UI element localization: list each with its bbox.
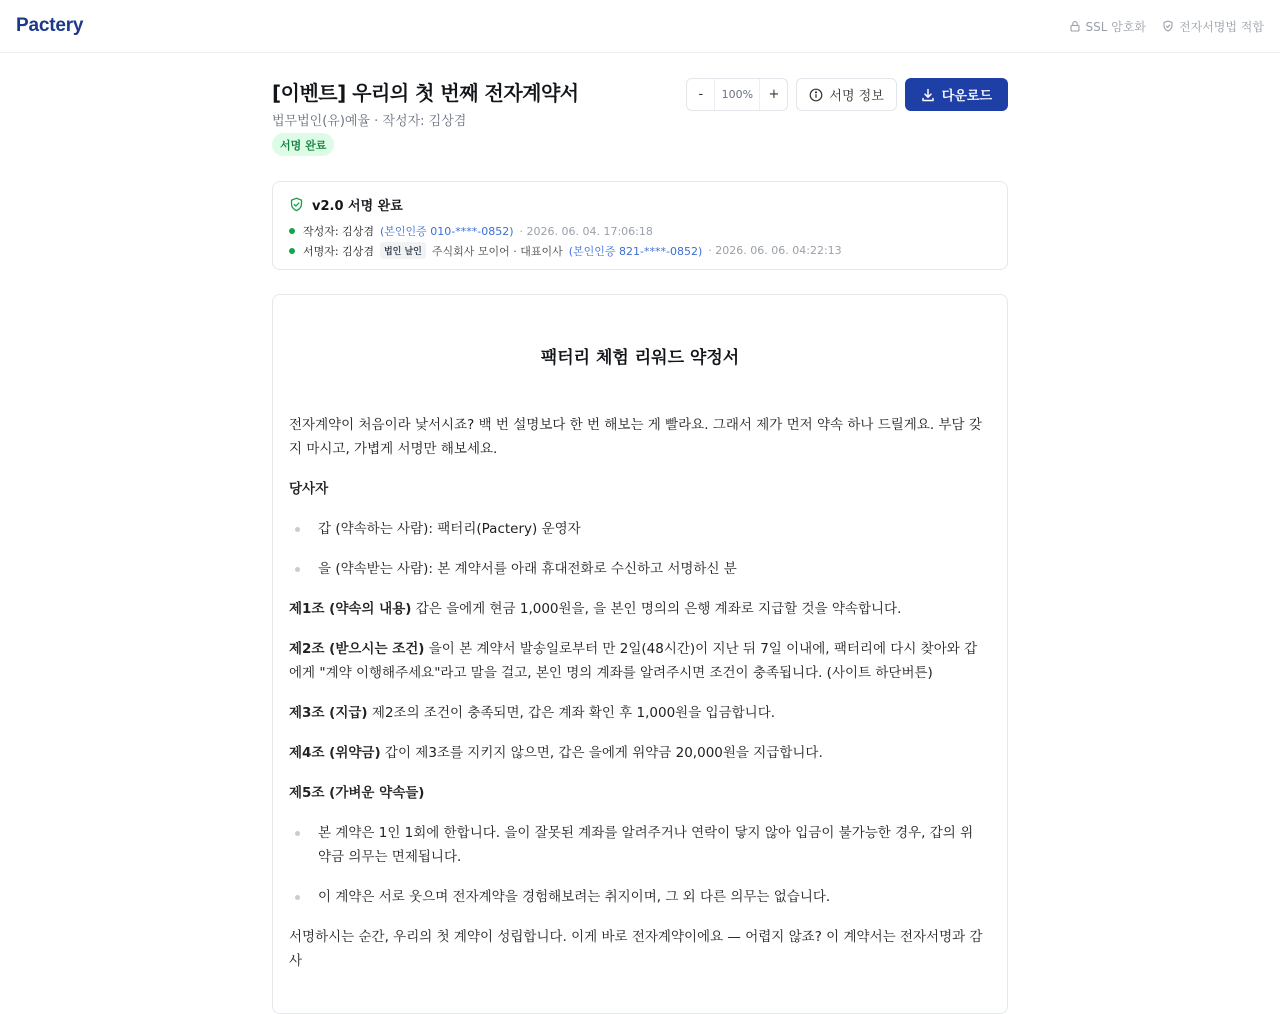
signature-version-title: v2.0 서명 완료 [312,199,403,214]
list-item: 갑 (약속하는 사람): 팩터리(Pactery) 운영자 [289,517,983,541]
brand-logo[interactable]: Pactery [16,15,84,36]
article-3 [289,701,983,725]
shield-icon [1162,20,1174,32]
contract-closing: 서명하시는 순간, 우리의 첫 계약이 성립합니다. 이게 바로 전자계약이에요 — 어렵지 않죠? 이 계약서는 전자서명과 감사 [289,929,983,969]
top-bar [0,0,1280,53]
signature-summary-header [289,195,403,214]
article-3-text: 제2조의 조건이 충족되면, 갑은 계좌 확인 후 1,000원을 입금합니다. [367,705,776,721]
main-content [272,53,1008,969]
ssl-badge [1069,18,1147,35]
article-2 [289,637,983,685]
contract-heading: 팩터리 체험 리워드 약정서 [540,348,740,368]
document-toolbar [686,78,1008,111]
article-4 [289,741,983,765]
signer-time: · 2026. 06. 06. 04:22:13 [708,244,842,257]
zoom-control [686,78,788,111]
download-icon [921,88,935,102]
signature-info-label: 서명 정보 [829,89,884,104]
article-3-title: 제3조 (지급) [289,705,368,721]
author-signature-row [289,223,653,239]
signer-signature-row [289,242,842,259]
article-1 [289,597,983,621]
signer-label: 서명자: 김상겸 [303,244,374,258]
download-label: 다운로드 [941,89,992,104]
signature-summary-card [272,181,1008,270]
signature-info-button[interactable] [796,78,896,111]
esign-law-badge-label: 전자서명법 적합 [1179,19,1264,34]
signer-org: 주식회사 모이어 · 대표이사 [431,244,563,258]
ssl-badge-label: SSL 암호화 [1085,19,1147,34]
contract-body [289,413,983,989]
list-item: 을 (약속받는 사람): 본 계약서를 아래 휴대전화로 수신하고 서명하신 분 [289,557,983,581]
author-label: 작성자: 김상겸 [303,225,374,238]
document-header [272,53,1008,181]
author-time: · 2026. 06. 04. 17:06:18 [519,224,653,238]
zoom-level: 100% [714,79,760,110]
info-icon [809,88,823,102]
article-2-text: 을이 본 계약서 발송일로부터 만 2일(48시간)이 지난 뒤 7일 이내에, 팩터리에 다시 찾아와 갑에게 "계약 이행해주세요"라고 말을 걸고, 본인 명의 계좌를 알려주시면 조건이 충족됩니다. (사이트 하단버튼) [289,641,978,681]
list-item: 본 계약은 1인 1회에 한합니다. 을이 잘못된 계좌를 알려주거나 연락이 닿지 않아 입금이 불가능한 경우, 갑의 위약금 의무는 면제됩니다. [289,821,983,869]
article-2-title: 제2조 (받으시는 조건) [289,641,425,657]
document-viewer [272,294,1008,1014]
article-5-title: 제5조 (가벼운 약속들) [289,785,425,801]
status-dot [289,228,295,234]
article-1-text: 갑은 을에게 현금 1,000원을, 을 본인 명의의 은행 계좌로 지급할 것을 약속합니다. [411,601,902,617]
author-cert: (본인인증 010-****-0852) [379,225,514,238]
security-badges [1069,18,1264,35]
status-dot [289,248,295,254]
list-item: 이 계약은 서로 웃으며 전자계약을 경험해보려는 취지이며, 그 외 다른 의무는 없습니다. [289,885,983,909]
parties-heading: 당사자 [289,481,329,497]
shield-check-icon [289,197,304,212]
contract-intro: 전자계약이 처음이라 낯서시죠? 백 번 설명보다 한 번 해보는 게 빨라요. 그래서 제가 먼저 약속 하나 드릴게요. 부담 갖지 마시고, 가볍게 서명만 해보세요. [289,417,982,457]
esign-law-badge [1162,18,1264,35]
status-badge: 서명 완료 [272,133,334,156]
zoom-in-button[interactable]: + [768,87,780,102]
document-subtitle: 법무법인(유)예율 · 작성자: 김상겸 [272,114,467,129]
signer-cert: (본인인증 821-****-0852) [568,244,703,258]
page-title: [이벤트] 우리의 첫 번째 전자계약서 [272,81,579,105]
corporate-seal-tag: 법인 날인 [380,242,426,259]
zoom-out-button[interactable]: - [698,87,704,102]
download-button[interactable] [905,78,1008,111]
article-1-title: 제1조 (약속의 내용) [289,601,412,617]
article-4-title: 제4조 (위약금) [289,745,381,761]
lock-icon [1069,20,1081,32]
article-4-text: 갑이 제3조를 지키지 않으면, 갑은 을에게 위약금 20,000원을 지급합니다. [380,745,823,761]
